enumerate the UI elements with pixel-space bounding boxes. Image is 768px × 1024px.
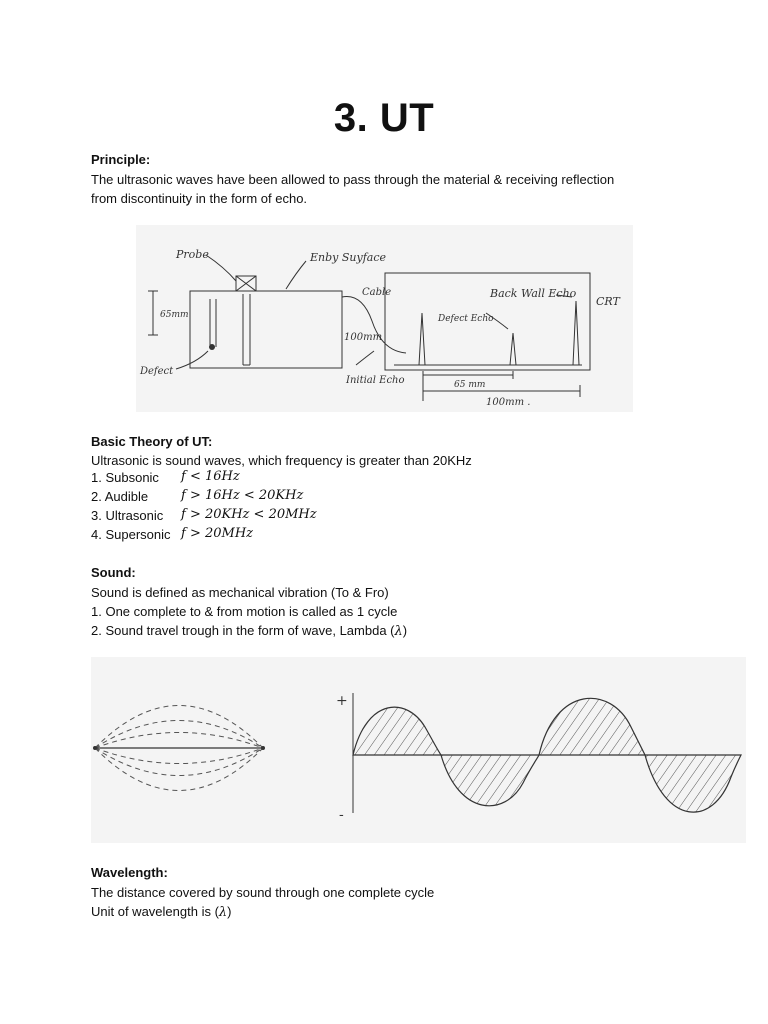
ut-setup-diagram [136,225,633,412]
scale-100-label: 100mm . [486,397,531,408]
plus-label: + [336,693,348,709]
defect-label: Defect [140,366,174,377]
sound-line-3 [91,621,407,641]
dim-100-label: 100mm [344,332,383,343]
defect-mark [209,344,215,350]
wave-diagram [91,657,746,843]
frequency-item-label: 3. Ultrasonic [91,508,164,523]
defect-echo-label: Defect Echo [438,314,494,324]
page-title: 3. UT [333,96,435,140]
wavelength-line-2-close: ) [227,904,232,919]
frequency-item-eq: f > 20KHz < 20MHz [181,507,317,522]
entry-surface-label: Enby Suyface [310,251,387,264]
cable-label: Cable [362,287,392,298]
frequency-item-label: 2. Audible [91,489,149,504]
wavelength-heading: Wavelength: [91,865,168,880]
minus-label: - [339,807,344,823]
dim-65-label: 65mm [160,310,189,320]
frequency-item-eq: f < 16Hz [181,469,240,484]
principle-heading: Principle: [91,152,151,167]
frequency-item-eq: f > 16Hz < 20KHz [181,488,304,503]
probe-label: Probe [176,248,209,261]
back-wall-echo-label: Back Wall Echo [490,287,577,300]
frequency-item-label: 4. Supersonic [91,527,171,542]
frequency-item-label: 1. Subsonic [91,470,159,485]
basic-theory-heading: Basic Theory of UT: [91,434,213,449]
basic-theory-intro: Ultrasonic is sound waves, which frequency is greater than 20KHz [91,453,472,468]
crt-label: CRT [596,295,620,308]
principle-line-2: from discontinuity in the form of echo. [91,191,308,206]
principle-line-1: The ultrasonic waves have been allowed to pass through the material & receiving reflection [91,172,615,187]
sound-line-1: Sound is defined as mechanical vibration (To & Fro) [91,585,389,600]
sound-line-3-close: ) [402,623,408,638]
wavelength-line-1: The distance covered by sound through one complete cycle [91,885,435,900]
sound-line-2: 1. One complete to & from motion is called as 1 cycle [91,604,398,619]
scale-65-label: 65 mm [454,380,486,390]
lambda-symbol: λ [394,624,403,639]
frequency-item-eq: f > 20MHz [181,526,254,541]
initial-echo-label: Initial Echo [346,375,405,386]
wavelength-line-2-text: Unit of wavelength is ( [91,904,219,919]
sound-heading: Sound: [91,565,136,580]
sound-line-3-text: 2. Sound travel trough in the form of wave, Lambda ( [91,623,395,638]
wavelength-line-2 [91,902,232,922]
lambda-symbol: λ [218,905,228,920]
